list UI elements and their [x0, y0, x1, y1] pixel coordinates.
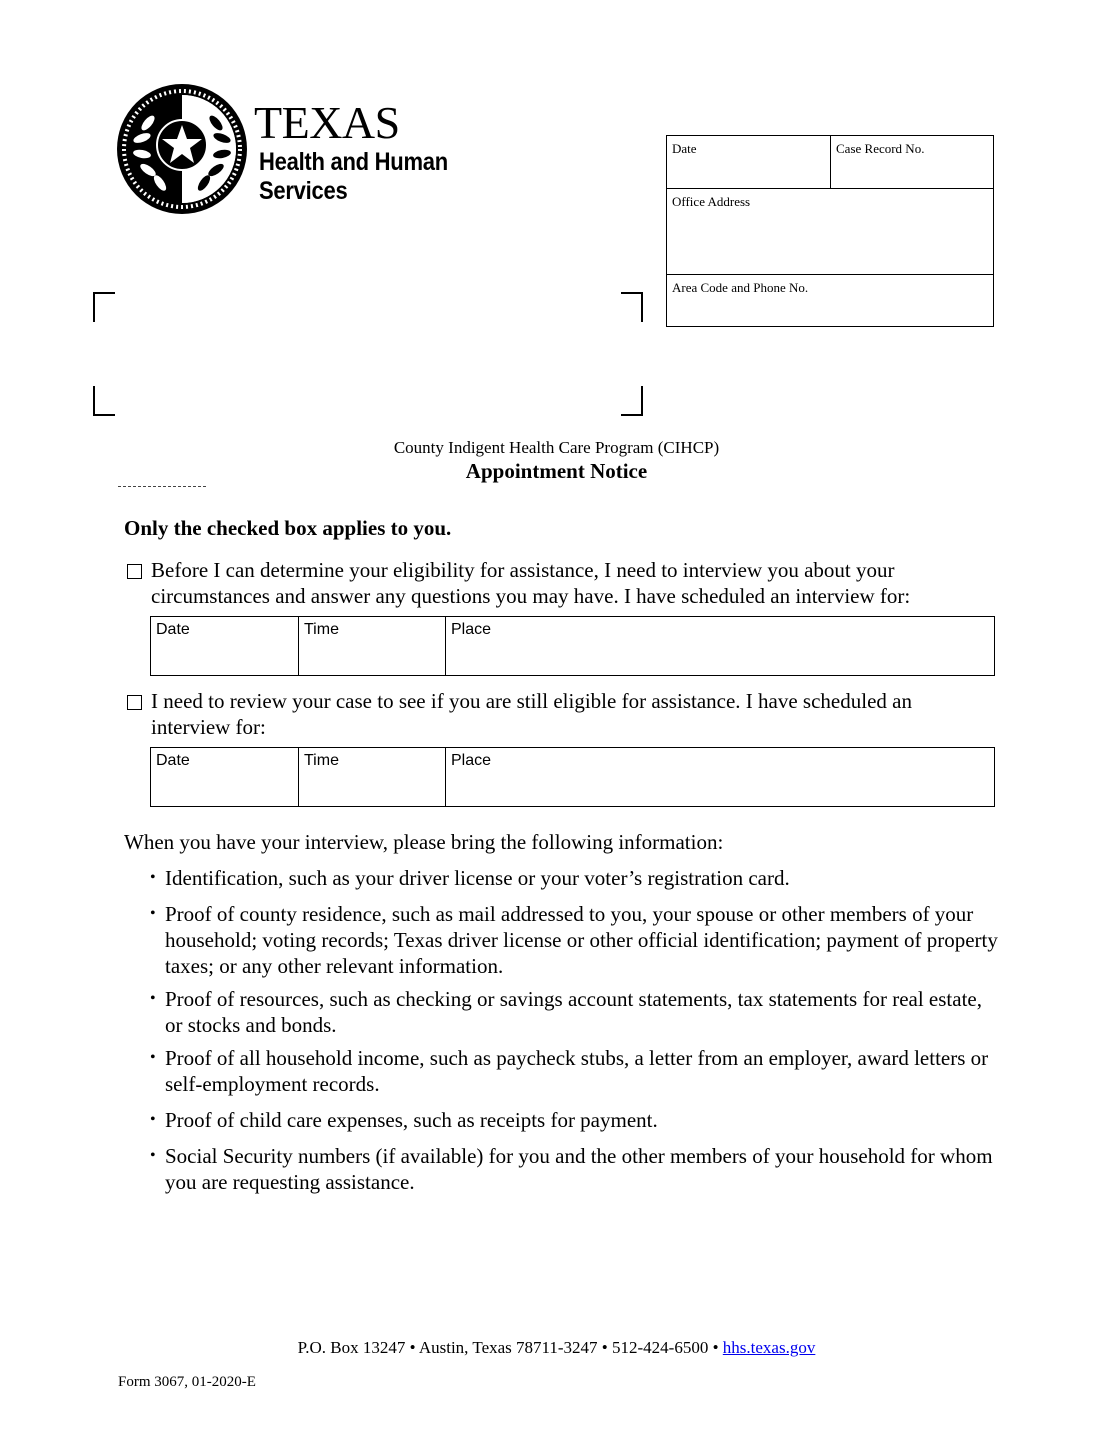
instruction-heading: Only the checked box applies to you.: [124, 516, 452, 540]
logo-subtitle: [259, 148, 448, 206]
date-label: Date: [672, 141, 697, 156]
bullet-icon: •: [150, 1111, 156, 1128]
option-1-checkbox[interactable]: [127, 564, 142, 579]
appointment-1-time-field[interactable]: [299, 617, 446, 675]
date-field[interactable]: [667, 136, 831, 188]
info-row-phone: [667, 275, 993, 327]
address-window-corner-bottom-right: [621, 386, 643, 416]
appointment-time-label: Time: [304, 752, 339, 769]
page-title: Appointment Notice: [465, 459, 648, 483]
list-item: [150, 1143, 1000, 1195]
logo-subtitle-line-1: Health and Human: [259, 148, 448, 176]
list-item: [150, 1045, 1000, 1097]
list-item-text: Proof of resources, such as checking or savings account statements, tax statements for real estate, or stocks and bonds.: [165, 987, 982, 1037]
list-item: [150, 865, 1000, 891]
option-2-text: I need to review your case to see if you are still eligible for assistance. I have scheduled an interview for:: [151, 689, 912, 739]
appointment-2-time-field[interactable]: [299, 748, 446, 806]
appointment-table-1: [150, 616, 995, 676]
footer-address: [0, 1338, 1113, 1358]
form-number: Form 3067, 01-2020-E: [118, 1374, 256, 1390]
bullet-icon: •: [150, 869, 156, 886]
list-item: [150, 986, 1000, 1038]
appointment-date-label: Date: [156, 752, 190, 769]
address-window-corner-bottom-left: [93, 386, 115, 416]
address-window-corner-top-left: [93, 292, 115, 322]
office-address-field[interactable]: [667, 189, 993, 274]
phone-label: Area Code and Phone No.: [672, 280, 809, 295]
info-row-date-case: [667, 136, 993, 189]
bullet-icon: •: [150, 1147, 156, 1164]
required-documents-list: [150, 865, 1000, 1195]
divider: [118, 486, 206, 487]
appointment-2-place-field[interactable]: [446, 748, 994, 806]
case-record-field[interactable]: [831, 136, 993, 188]
appointment-date-label: Date: [156, 621, 190, 638]
list-item-text: Social Security numbers (if available) for you and the other members of your household for whom you are requesting assistance.: [165, 1144, 993, 1194]
list-item-text: Identification, such as your driver license or your voter’s registration card.: [165, 866, 790, 890]
list-item: [150, 901, 1000, 979]
logo-title: TEXAS: [254, 97, 400, 148]
bring-intro: When you have your interview, please bring the following information:: [124, 830, 724, 854]
address-window-corner-top-right: [621, 292, 643, 322]
bullet-icon: •: [150, 905, 156, 922]
office-address-label: Office Address: [672, 194, 751, 209]
appointment-place-label: Place: [451, 752, 492, 769]
bullet-icon: •: [150, 990, 156, 1007]
appointment-2-date-field[interactable]: [151, 748, 299, 806]
option-2-checkbox[interactable]: [127, 695, 142, 710]
appointment-1-place-field[interactable]: [446, 617, 994, 675]
list-item-text: Proof of all household income, such as paycheck stubs, a letter from an employer, award letters or self-employment records.: [165, 1046, 989, 1096]
appointment-1-date-field[interactable]: [151, 617, 299, 675]
list-item-text: Proof of child care expenses, such as receipts for payment.: [165, 1108, 658, 1132]
list-item: [150, 1107, 1000, 1133]
appointment-place-label: Place: [451, 621, 492, 638]
footer-address-text: P.O. Box 13247 • Austin, Texas 78711-3247 • 512-424-6500 •: [297, 1338, 723, 1357]
case-record-label: Case Record No.: [836, 141, 925, 156]
texas-seal-icon: [116, 83, 248, 215]
hhs-website-link[interactable]: hhs.texas.gov: [722, 1338, 816, 1357]
program-name: County Indigent Health Care Program (CIHCP): [393, 438, 720, 457]
case-info-box: [666, 135, 994, 327]
option-1-text: Before I can determine your eligibility for assistance, I need to interview you about your circumstances and answer any questions you may have. I have scheduled an interview for:: [151, 558, 911, 608]
list-item-text: Proof of county residence, such as mail addressed to you, your spouse or other members of your household; voting records; Texas driver license or other official identification; payment of property taxes; or any other relevant information.: [165, 902, 998, 978]
info-row-office: [667, 189, 993, 275]
phone-field[interactable]: [667, 275, 993, 327]
logo-subtitle-line-2: Services: [259, 177, 348, 205]
appointment-time-label: Time: [304, 621, 339, 638]
appointment-table-2: [150, 747, 995, 807]
bullet-icon: •: [150, 1049, 156, 1066]
